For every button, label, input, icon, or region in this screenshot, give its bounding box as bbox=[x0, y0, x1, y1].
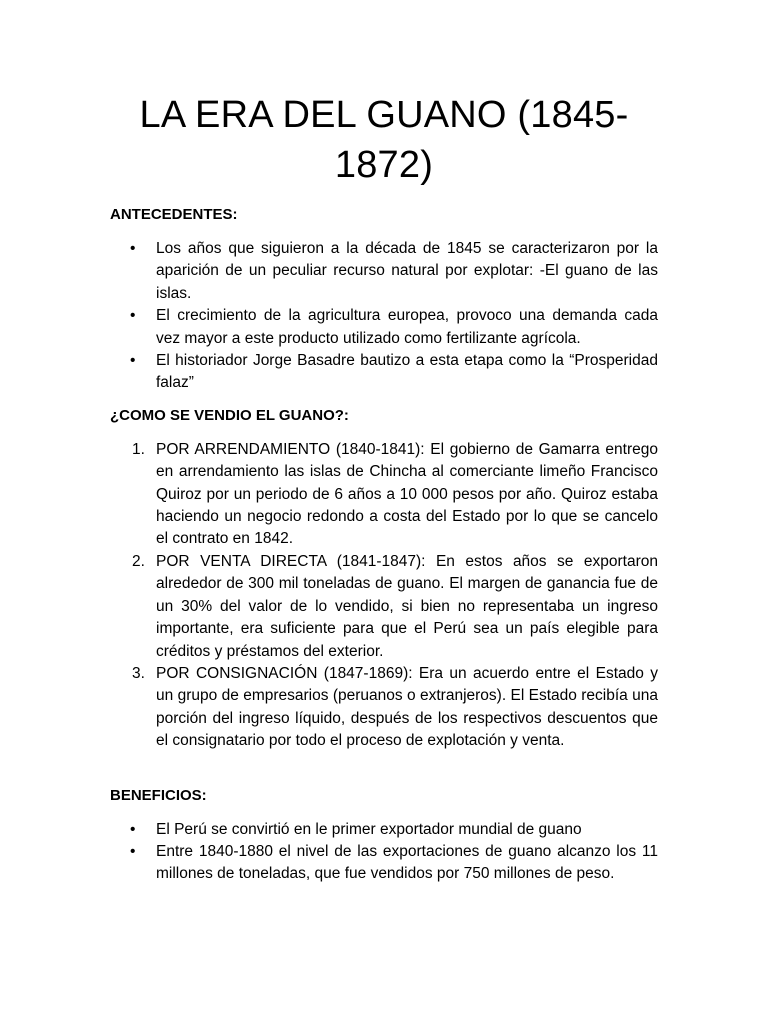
list-number: 2. bbox=[132, 552, 145, 570]
list-item-text: El historiador Jorge Basadre bautizo a esta etapa como la “Prosperidad falaz” bbox=[156, 352, 658, 392]
bullet-marker: • bbox=[130, 842, 136, 860]
list-item-text: Entre 1840-1880 el nivel de las exportaciones de guano alcanzo los 11 millones de toneladas, que fue vendidos por 750 millones de peso. bbox=[156, 842, 658, 883]
section-heading-antecedentes: ANTECEDENTES: bbox=[110, 206, 238, 223]
beneficios-list bbox=[110, 819, 658, 886]
list-item bbox=[110, 350, 658, 395]
list-item bbox=[110, 663, 658, 753]
section-heading-beneficios: BENEFICIOS: bbox=[110, 786, 207, 804]
list-item-text: El Perú se convirtió en le primer exportador mundial de guano bbox=[156, 820, 582, 838]
list-item-text: El crecimiento de la agricultura europea, provoco una demanda cada vez mayor a este producto utilizado como fertilizante agrícola. bbox=[156, 307, 658, 347]
bullet-marker: • bbox=[130, 352, 136, 370]
list-item-text: POR VENTA DIRECTA (1841-1847): En estos años se exportaron alrededor de 300 mil toneladas de guano. El margen de ganancia fue de un 30% del valor de lo vendido, si bien no representaba un ingreso importante, era suficiente para que el Perú sea un país elegible para créditos y préstamos del exterior. bbox=[156, 552, 658, 660]
list-item bbox=[110, 819, 658, 841]
bullet-marker: • bbox=[130, 307, 136, 325]
list-item bbox=[110, 439, 658, 551]
list-number: 1. bbox=[132, 440, 145, 458]
list-item bbox=[110, 305, 658, 350]
bullet-marker: • bbox=[130, 820, 136, 838]
bullet-marker: • bbox=[130, 240, 136, 257]
list-item-text: POR CONSIGNACIÓN (1847-1869): Era un acuerdo entre el Estado y un grupo de empresarios (peruanos o extranjeros). El Estado recibía una porción del ingreso líquido, después de los respectivos descuentos que el consignatario por todo el proceso de explotación y venta. bbox=[156, 664, 658, 750]
list-item bbox=[110, 841, 658, 886]
list-number: 3. bbox=[132, 664, 145, 682]
list-item bbox=[110, 238, 658, 305]
list-item bbox=[110, 551, 658, 663]
section-spacer bbox=[110, 763, 658, 785]
document-title: LA ERA DEL GUANO (1845-1872) bbox=[139, 94, 629, 186]
section-heading-venta: ¿COMO SE VENDIO EL GUANO?: bbox=[110, 406, 349, 424]
venta-list bbox=[110, 439, 658, 753]
list-item-text: Los años que siguieron a la década de 1845 se caracterizaron por la aparición de un peculiar recurso natural por explotar: -El guano de las islas. bbox=[156, 240, 658, 302]
antecedentes-list bbox=[110, 238, 658, 395]
list-item-text: POR ARRENDAMIENTO (1840-1841): El gobierno de Gamarra entrego en arrendamiento las islas de Chincha al comerciante limeño Francisco Quiroz por un periodo de 6 años a 10 000 pesos por año. Quiroz estaba haciendo un negocio redondo a costa del Estado por lo que se cancelo el contrato en 1842. bbox=[156, 440, 658, 548]
